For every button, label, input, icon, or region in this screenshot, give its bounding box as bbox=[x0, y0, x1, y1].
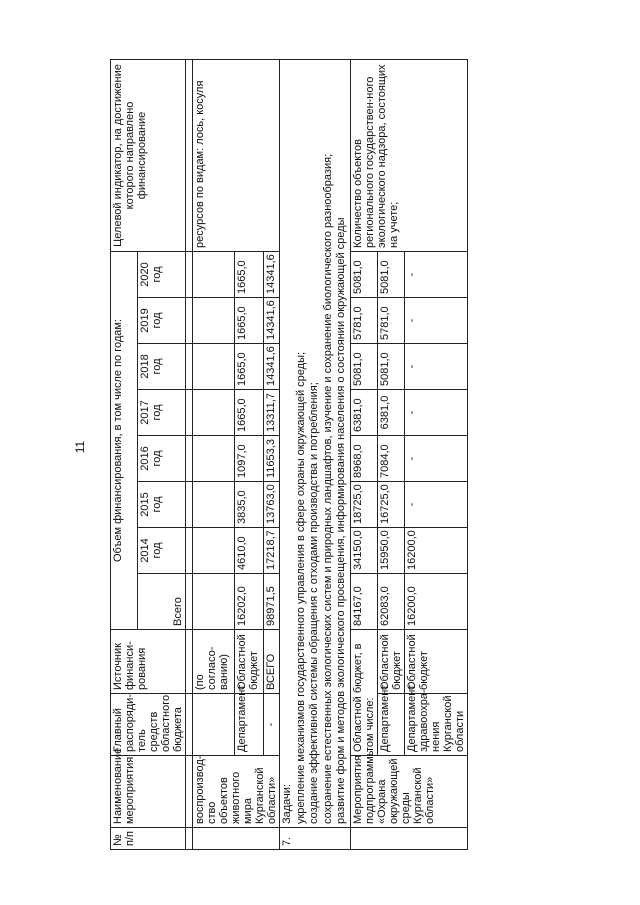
cell-year: 16725,0 bbox=[377, 482, 404, 528]
header-row-1 bbox=[111, 59, 138, 849]
cell-year: 5781,0 bbox=[350, 298, 377, 344]
header-year: 2018 год bbox=[137, 344, 185, 390]
header-manager: Главный распоряди-тель средств областного бюджета bbox=[111, 694, 186, 756]
cell-source: (по согласо-ванию) bbox=[193, 630, 235, 694]
section-tasks bbox=[280, 59, 351, 827]
header-name: Наименование мероприятия bbox=[111, 756, 186, 828]
cell-year bbox=[193, 528, 235, 574]
cell-year bbox=[193, 251, 235, 297]
cell-year bbox=[193, 298, 235, 344]
cell-manager: Департамент bbox=[234, 694, 263, 756]
cell-year: 16200,0 bbox=[404, 528, 467, 574]
cell-year: 1097,0 bbox=[234, 436, 263, 482]
cell-year: - bbox=[404, 390, 467, 436]
cell-year: - bbox=[404, 344, 467, 390]
spacer-row bbox=[186, 59, 193, 849]
header-year: 2015 год bbox=[137, 482, 185, 528]
rotated-table-container bbox=[110, 60, 530, 850]
header-total: Всего bbox=[137, 574, 185, 630]
block-target: Количество объектов регионального государствен-ного экологического надзора, состоящих на учете; bbox=[350, 59, 467, 251]
section-num: 7. bbox=[280, 828, 351, 850]
cell-total: 62083,0 bbox=[377, 574, 404, 630]
cell-year: 5081,0 bbox=[377, 344, 404, 390]
table-row bbox=[350, 59, 377, 849]
header-year: 2020 год bbox=[137, 251, 185, 297]
cell-manager: Областной бюджет, в том числе: bbox=[350, 630, 377, 756]
header-source: Источник финанси-рования bbox=[111, 630, 186, 694]
cell-source: ВСЕГО bbox=[263, 630, 279, 694]
cell-year: 34150,0 bbox=[350, 528, 377, 574]
table-row bbox=[193, 59, 235, 849]
cell-year bbox=[193, 390, 235, 436]
header-volume: Объем финансирования, в том числе по годам: bbox=[111, 251, 138, 629]
block-num-cell bbox=[350, 828, 467, 850]
cell-year bbox=[193, 482, 235, 528]
cell-year: - bbox=[404, 436, 467, 482]
cell-year: 4610,0 bbox=[234, 528, 263, 574]
cell-year: 5081,0 bbox=[377, 251, 404, 297]
cell-year: 5781,0 bbox=[377, 298, 404, 344]
cont-num-cell bbox=[193, 828, 280, 850]
cont-name: воспроизвод-ство объектов животного мира Курганской области» bbox=[193, 756, 280, 828]
task-line: создание эффективной системы обращения с отходами производства и потребления; bbox=[308, 382, 320, 824]
header-target: Целевой индикатор, на достижение которого направлено финансирование bbox=[111, 59, 186, 251]
header-year: 2019 год bbox=[137, 298, 185, 344]
header-year: 2016 год bbox=[137, 436, 185, 482]
cell-year: 1665,0 bbox=[234, 251, 263, 297]
cell-year: 5081,0 bbox=[350, 251, 377, 297]
cell-year: 14341,6 bbox=[263, 298, 279, 344]
cell-total: 98971,5 bbox=[263, 574, 279, 630]
cell-year bbox=[193, 436, 235, 482]
cell-total: 16202,0 bbox=[234, 574, 263, 630]
cell-year: 1665,0 bbox=[234, 344, 263, 390]
cell-year: 18725,0 bbox=[350, 482, 377, 528]
cell-year bbox=[193, 344, 235, 390]
task-line: укрепление механизмов государственного управления в сфере охраны окружающей среды; bbox=[294, 351, 307, 824]
cell-year: 8968,0 bbox=[350, 436, 377, 482]
header-num: № п/п bbox=[111, 828, 186, 850]
cell-year: 17218,7 bbox=[263, 528, 279, 574]
tasks-row bbox=[280, 59, 351, 849]
cell-source: Областной бюджет bbox=[234, 630, 263, 694]
cell-year: 15950,0 bbox=[377, 528, 404, 574]
cell-year: 14341,6 bbox=[263, 344, 279, 390]
cont-target: ресурсов по видам: лось, косуля bbox=[193, 59, 280, 251]
cell-year: - bbox=[404, 298, 467, 344]
cell-year: 3835,0 bbox=[234, 482, 263, 528]
cell-year: 13763,0 bbox=[263, 482, 279, 528]
cell-year: 7084,0 bbox=[377, 436, 404, 482]
block-name: Мероприятия подпрограммы «Охрана окружающей среды Курганской области» bbox=[350, 756, 467, 828]
header-year: 2014 год bbox=[137, 528, 185, 574]
cell-manager bbox=[193, 694, 235, 756]
cell-year: 6381,0 bbox=[350, 390, 377, 436]
task-line: развитие форм и методов экологического просвещения, информирования населения о состоянии окружающей среды bbox=[335, 217, 347, 824]
financing-table bbox=[110, 59, 468, 850]
cell-manager: Департамент bbox=[377, 694, 404, 756]
cell-source: Областной бюджет bbox=[377, 630, 404, 694]
cell-year: 14341,6 bbox=[263, 251, 279, 297]
task-line: сохранение естественных экологических систем и природных ландшафтов, изучение и сохранение биологического разнообразия; bbox=[321, 153, 334, 824]
cell-year: 5081,0 bbox=[350, 344, 377, 390]
cell-year: 13311,7 bbox=[263, 390, 279, 436]
cell-total: 84167,0 bbox=[350, 574, 377, 630]
cell-source: Областной бюджет bbox=[404, 630, 467, 694]
task-line: Задачи: bbox=[281, 784, 293, 824]
cell-year: - bbox=[404, 482, 467, 528]
cell-year: 1665,0 bbox=[234, 390, 263, 436]
cell-total: 16200,0 bbox=[404, 574, 467, 630]
page-number: 11 bbox=[73, 440, 88, 454]
cell-manager: Департамент здравоохра-нения Курганской области bbox=[404, 694, 467, 756]
header-year: 2017 год bbox=[137, 390, 185, 436]
cell-manager: - bbox=[263, 694, 279, 756]
cell-year: 1665,0 bbox=[234, 298, 263, 344]
cell-total bbox=[193, 574, 235, 630]
cell-year: 11653,3 bbox=[263, 436, 279, 482]
cell-year: - bbox=[404, 251, 467, 297]
cell-year: 6381,0 bbox=[377, 390, 404, 436]
